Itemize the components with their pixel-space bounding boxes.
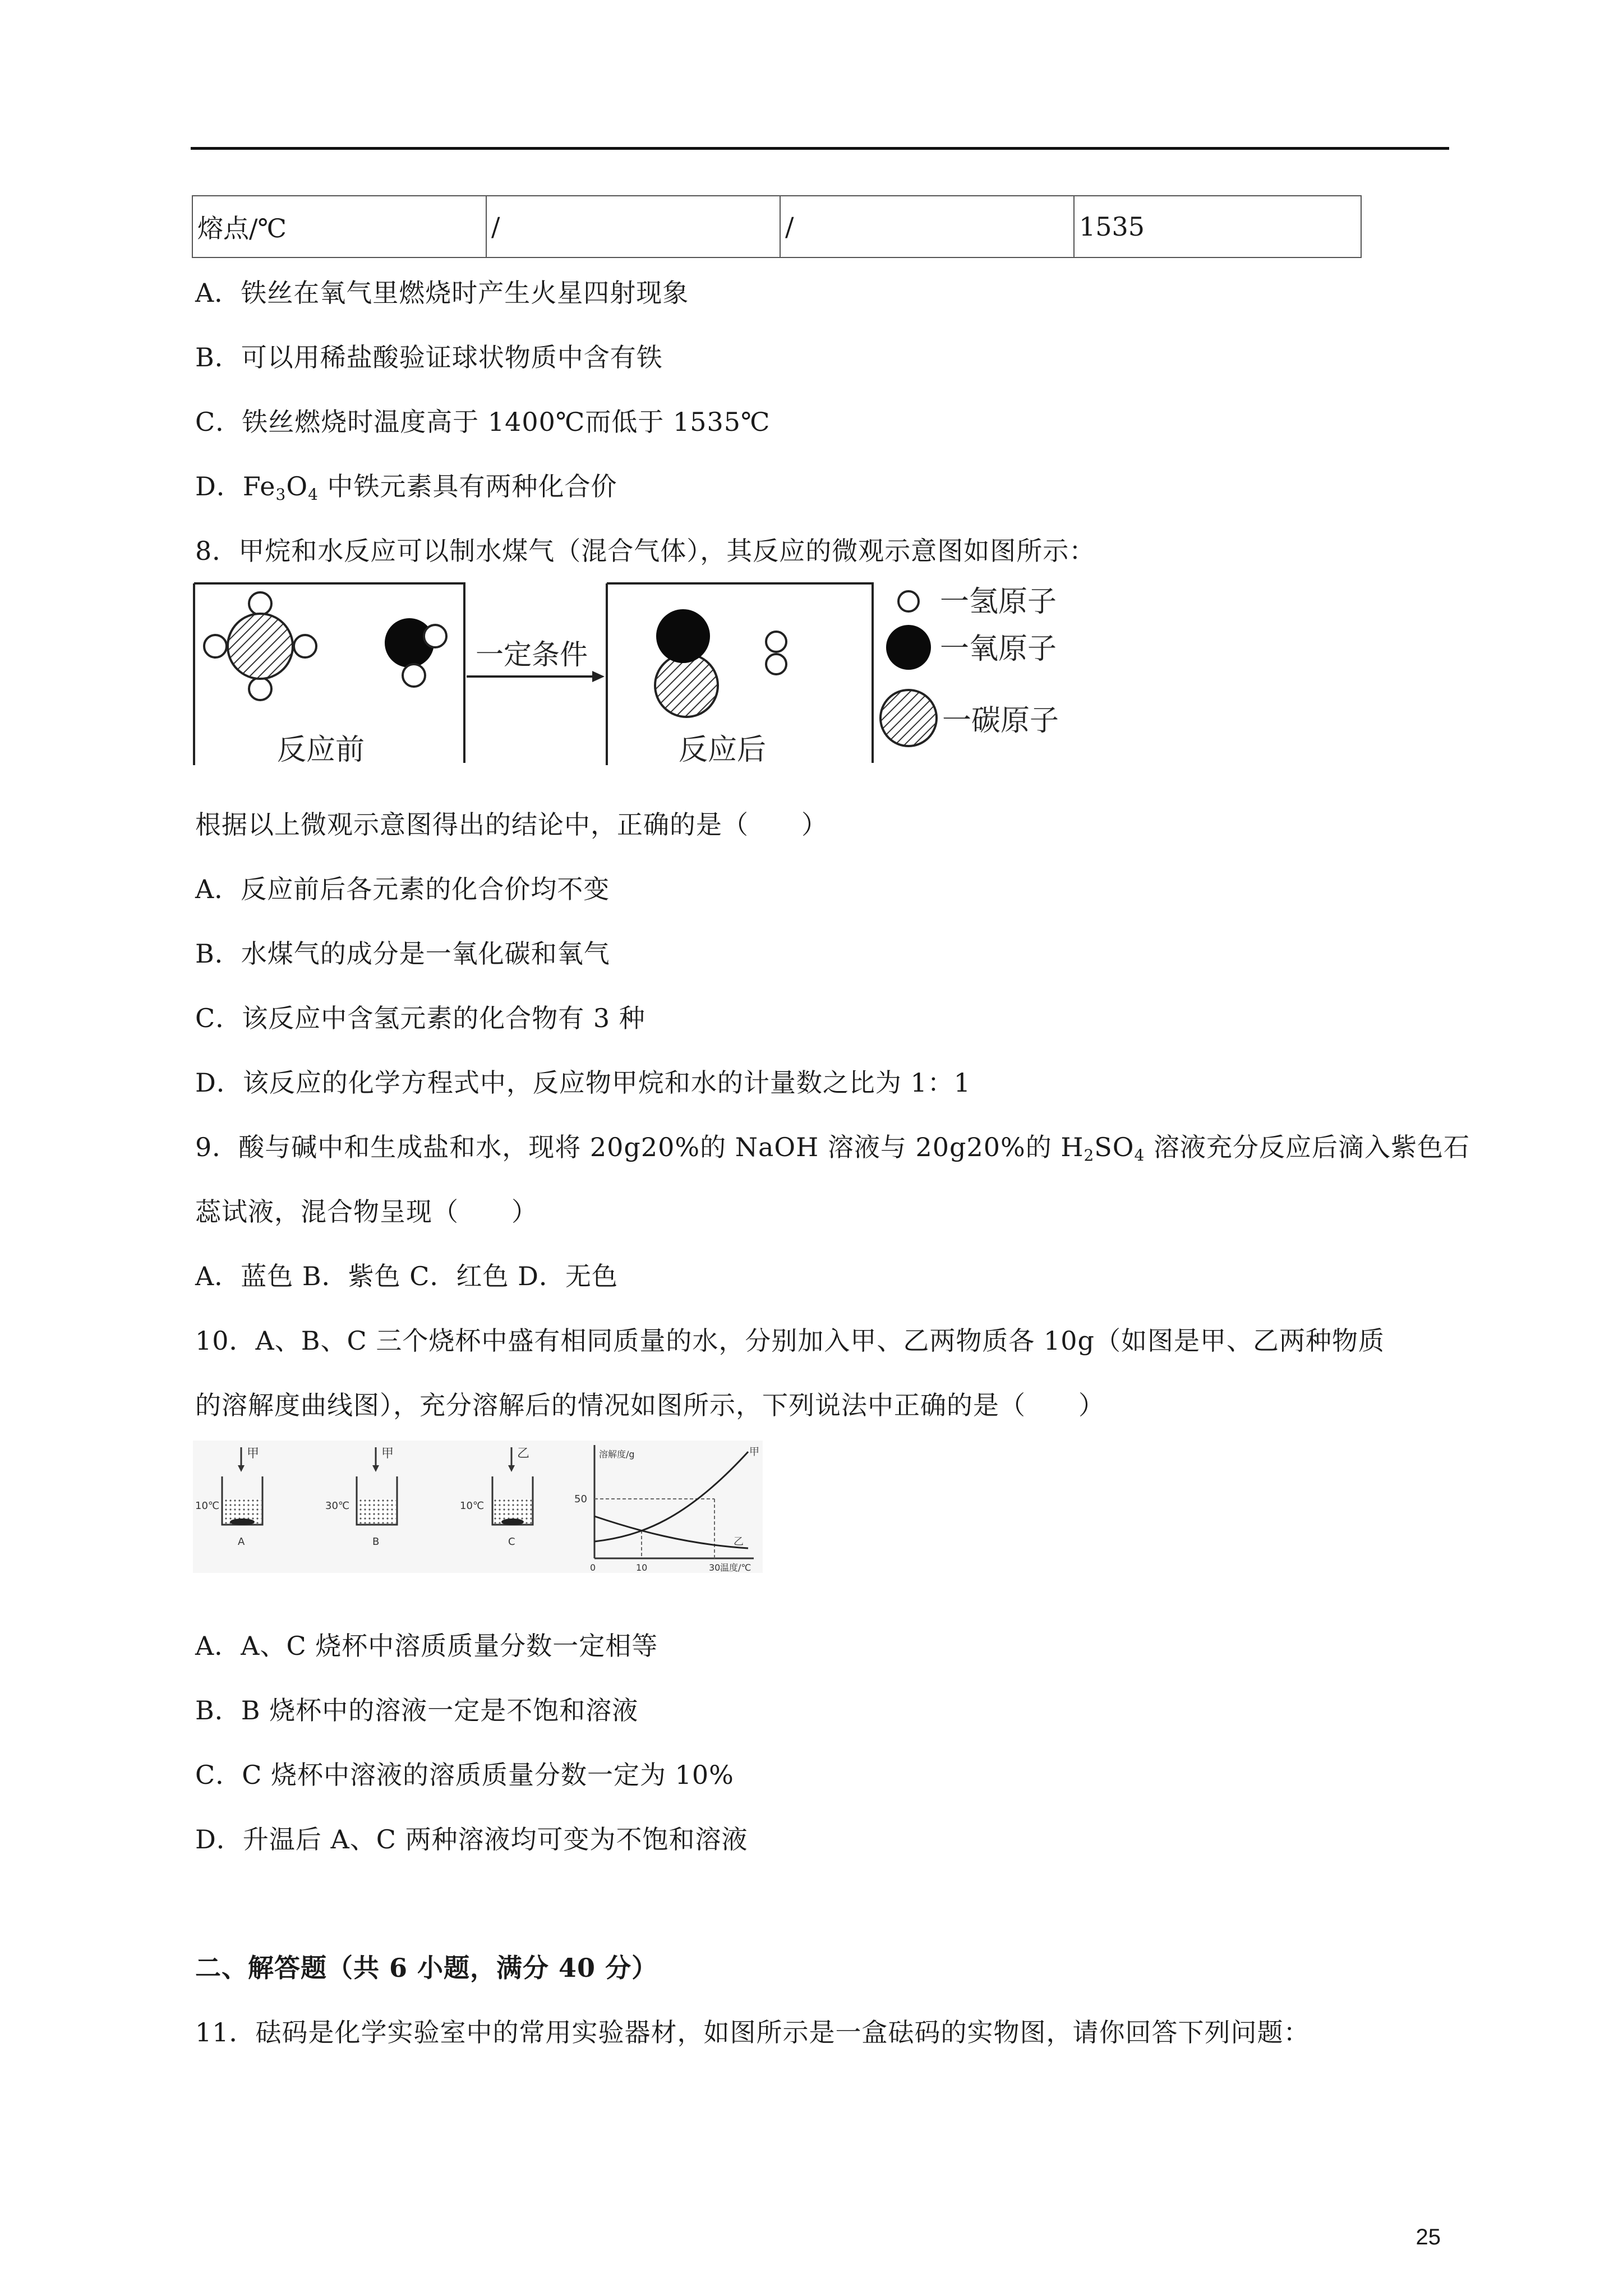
q10-option-a: A．A、C 烧杯中溶质质量分数一定相等 bbox=[195, 1631, 658, 1661]
graph-ylabel: 溶解度/g bbox=[599, 1449, 635, 1460]
q7-option-d: D．$Fe_3O_4$ 中铁元素具有两种化合价 bbox=[195, 471, 617, 504]
q8-option-b: B．水煤气的成分是一氧化碳和氧气 bbox=[195, 938, 610, 969]
svg-text:10℃: 10℃ bbox=[195, 1500, 220, 1512]
oxygen-atom-icon bbox=[886, 625, 931, 670]
legend-oxygen: 一氧原子 bbox=[940, 632, 1057, 666]
table-cell: 1535 bbox=[1074, 196, 1361, 257]
legend-hydrogen: 一氢原子 bbox=[940, 585, 1057, 619]
q10-stem-line2: 的溶解度曲线图），充分溶解后的情况如图所示，下列说法中正确的是（ ） bbox=[195, 1390, 1105, 1420]
svg-text:10℃: 10℃ bbox=[460, 1500, 485, 1512]
q10-option-d: D．升温后 A、C 两种溶液均可变为不饱和溶液 bbox=[195, 1824, 748, 1855]
q11-stem: 11．砝码是化学实验室中的常用实验器材，如图所示是一盒砝码的实物图，请你回答下列问题： bbox=[195, 2017, 1310, 2047]
q8-question: 根据以上微观示意图得出的结论中，正确的是（ ） bbox=[195, 809, 828, 840]
q8-option-d: D．该反应的化学方程式中，反应物甲烷和水的计量数之比为 1：1 bbox=[195, 1068, 971, 1098]
hydrogen-molecule bbox=[766, 632, 786, 674]
water-molecule bbox=[385, 618, 446, 687]
svg-text:C: C bbox=[508, 1536, 515, 1548]
legend bbox=[880, 585, 1059, 746]
svg-text:10: 10 bbox=[636, 1562, 648, 1573]
q7-option-c: C．铁丝燃烧时温度高于 1400℃而低于 1535℃ bbox=[195, 407, 771, 437]
svg-text:0: 0 bbox=[590, 1562, 596, 1573]
q10-option-c: C．C 烧杯中溶液的溶质质量分数一定为 10% bbox=[195, 1760, 734, 1790]
hydrogen-atom-icon bbox=[898, 591, 919, 611]
table-row bbox=[192, 196, 1361, 257]
q9-options: A．蓝色 B．紫色 C．红色 D．无色 bbox=[195, 1261, 618, 1291]
q9-stem-line1: 9．酸与碱中和生成盐和水，现将 20g20%的 NaOH 溶液与 20g20%的 $H_2SO_4$ 溶液充分反应后滴入紫色石 bbox=[195, 1132, 1470, 1165]
svg-text:乙: 乙 bbox=[734, 1536, 744, 1548]
after-label: 反应后 bbox=[679, 733, 767, 767]
svg-text:甲: 甲 bbox=[749, 1446, 759, 1458]
methane-molecule bbox=[204, 592, 316, 700]
q7-option-b: B．可以用稀盐酸验证球状物质中含有铁 bbox=[195, 342, 663, 372]
q8-option-a: A．反应前后各元素的化合价均不变 bbox=[195, 874, 610, 904]
svg-text:甲: 甲 bbox=[381, 1447, 394, 1461]
section-heading: 二、解答题（共 6 小题，满分 40 分） bbox=[195, 1953, 658, 1983]
graph-ytick: 50 bbox=[574, 1493, 587, 1505]
page-number: 25 bbox=[1415, 2225, 1441, 2249]
svg-text:30: 30 bbox=[709, 1562, 721, 1573]
q9-stem-line2: 蕊试液，混合物呈现（ ） bbox=[195, 1197, 538, 1227]
q10-stem-line1: 10．A、B、C 三个烧杯中盛有相同质量的水，分别加入甲、乙两物质各 10g（如图是甲、乙两种物质 bbox=[195, 1326, 1385, 1356]
header-rule bbox=[191, 147, 1449, 150]
melting-point-table bbox=[192, 195, 1362, 258]
reaction-microscopic-diagram bbox=[193, 580, 1079, 769]
svg-text:A: A bbox=[238, 1536, 245, 1548]
table-cell: / bbox=[780, 196, 1074, 257]
carbon-atom-icon bbox=[880, 690, 937, 746]
carbon-monoxide-molecule bbox=[655, 609, 718, 717]
beakers-and-solubility-figure bbox=[193, 1441, 763, 1573]
svg-text:B: B bbox=[372, 1536, 380, 1548]
svg-text:30℃: 30℃ bbox=[325, 1500, 350, 1512]
table-row-label: 熔点/℃ bbox=[192, 196, 486, 257]
q8-option-c: C．该反应中含氢元素的化合物有 3 种 bbox=[195, 1003, 645, 1033]
svg-text:温度/℃: 温度/℃ bbox=[720, 1562, 751, 1573]
svg-text:甲: 甲 bbox=[247, 1447, 260, 1461]
svg-text:乙: 乙 bbox=[517, 1447, 530, 1461]
q7-option-a: A．铁丝在氧气里燃烧时产生火星四射现象 bbox=[195, 278, 689, 308]
table-cell: / bbox=[486, 196, 780, 257]
q8-stem: 8．甲烷和水反应可以制水煤气（混合气体），其反应的微观示意图如图所示： bbox=[195, 536, 1096, 566]
legend-carbon: 一碳原子 bbox=[942, 704, 1059, 738]
q10-option-b: B．B 烧杯中的溶液一定是不饱和溶液 bbox=[195, 1695, 639, 1726]
arrow-label: 一定条件 bbox=[476, 638, 588, 671]
before-label: 反应前 bbox=[277, 733, 365, 767]
